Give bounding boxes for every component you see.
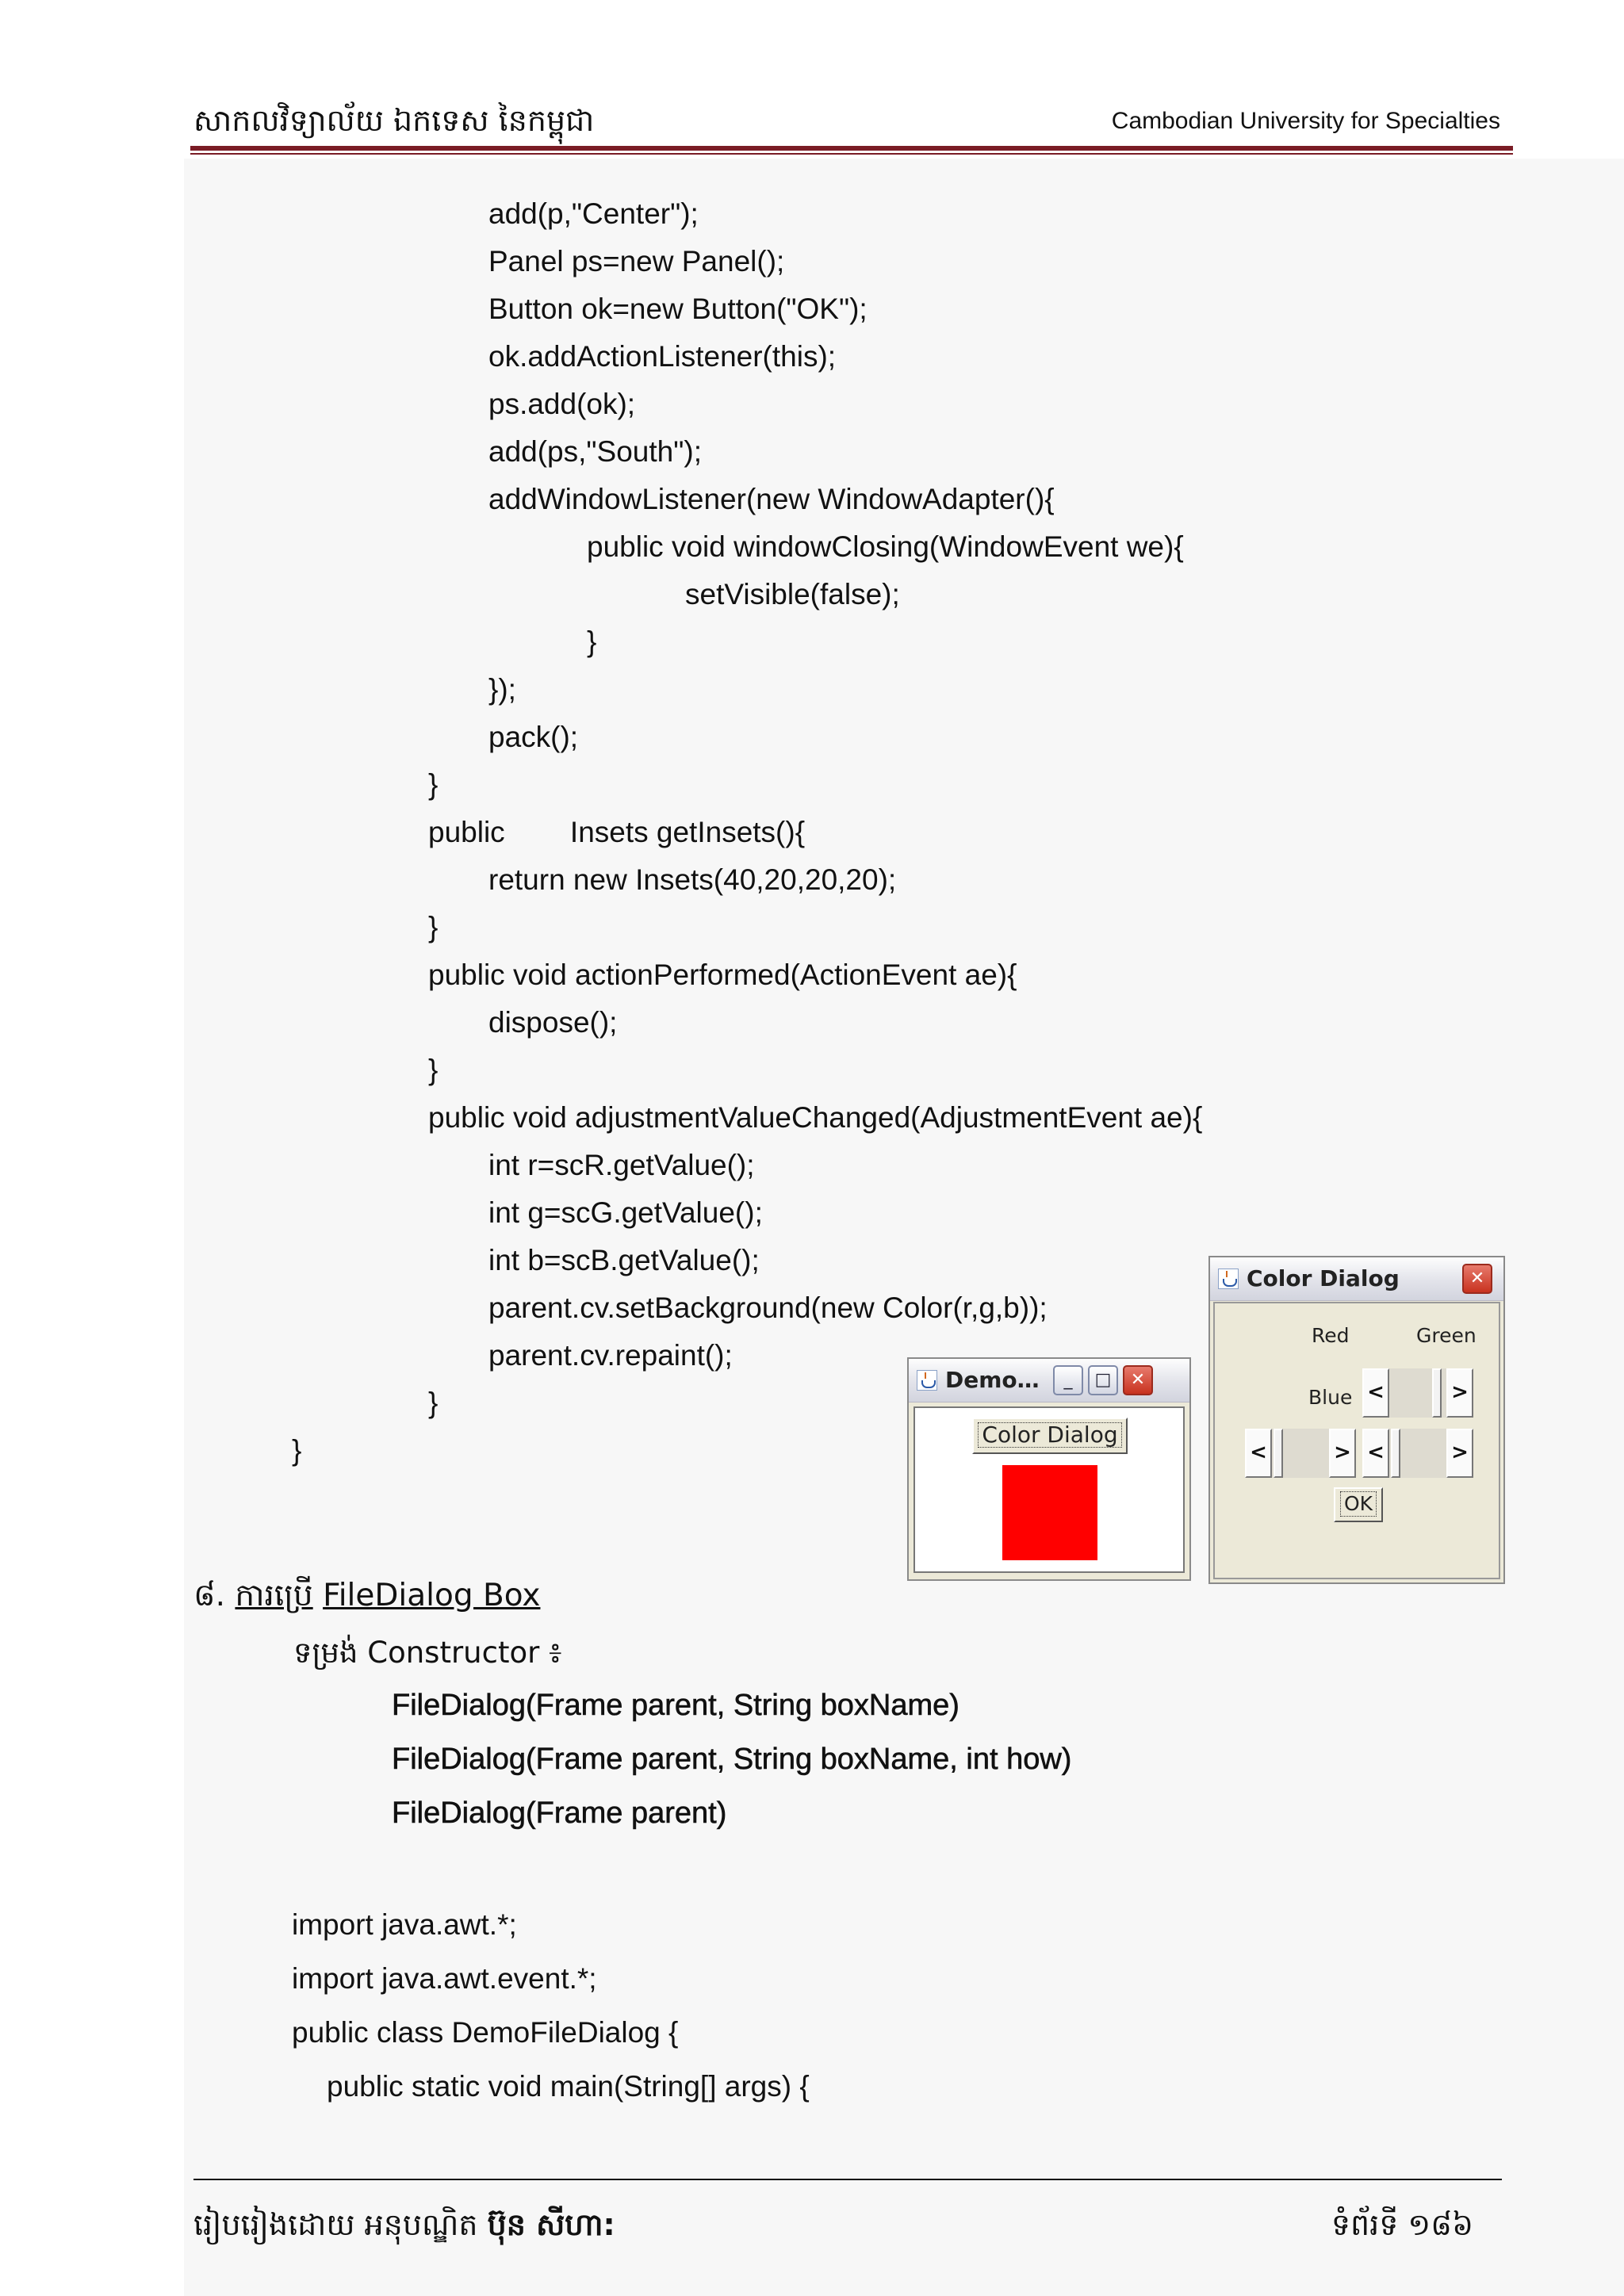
green-scrollbar[interactable] bbox=[1245, 1429, 1356, 1478]
color-swatch bbox=[1002, 1465, 1097, 1560]
blue-scrollbar-thumb[interactable] bbox=[1391, 1429, 1400, 1478]
code-line: public Insets getInsets(){ bbox=[428, 816, 806, 848]
header-divider bbox=[190, 146, 1513, 151]
code-line: import java.awt.*; bbox=[292, 1908, 517, 1941]
code-line: ps.add(ok); bbox=[488, 388, 636, 420]
red-scrollbar[interactable] bbox=[1362, 1368, 1473, 1418]
code-line: public void adjustmentValueChanged(AdjustmentEvent ae){ bbox=[428, 1101, 1203, 1134]
code-line: } bbox=[428, 1054, 439, 1086]
color-dialog-button-label: Color Dialog bbox=[978, 1422, 1121, 1448]
code-line: int b=scB.getValue(); bbox=[488, 1244, 760, 1276]
code-line: parent.cv.setBackground(new Color(r,g,b)); bbox=[488, 1292, 1048, 1324]
code-line: parent.cv.repaint(); bbox=[488, 1339, 733, 1372]
footer-prepared-by: រៀបរៀងដោយ អនុបណ្ឌិត bbox=[193, 2207, 478, 2242]
code-line: pack(); bbox=[488, 721, 579, 753]
chevron-right-icon[interactable]: > bbox=[1329, 1429, 1356, 1478]
code-line: int r=scR.getValue(); bbox=[488, 1149, 755, 1181]
java-icon bbox=[917, 1370, 937, 1391]
code-line: add(p,"Center"); bbox=[488, 197, 699, 230]
label-red: Red bbox=[1312, 1324, 1350, 1347]
demo-window bbox=[907, 1357, 1191, 1581]
code-line: add(ps,"South"); bbox=[488, 435, 702, 468]
color-dialog-client bbox=[1213, 1302, 1500, 1579]
section-heading bbox=[193, 1576, 540, 1621]
maximize-button[interactable]: □ bbox=[1088, 1365, 1118, 1395]
code-line: public static void main(String[] args) { bbox=[327, 2070, 810, 2103]
close-button[interactable]: ✕ bbox=[1123, 1365, 1153, 1395]
section-number: ៨. bbox=[193, 1578, 226, 1613]
chevron-right-icon[interactable]: > bbox=[1446, 1368, 1473, 1418]
code-line: setVisible(false); bbox=[685, 578, 900, 610]
code-line: } bbox=[428, 768, 439, 801]
green-scrollbar-thumb[interactable] bbox=[1274, 1429, 1283, 1478]
code-line: dispose(); bbox=[488, 1006, 618, 1039]
minimize-button[interactable]: _ bbox=[1053, 1365, 1083, 1395]
red-scrollbar-thumb[interactable] bbox=[1432, 1368, 1442, 1418]
label-blue: Blue bbox=[1308, 1386, 1353, 1409]
footer-author bbox=[193, 2206, 615, 2250]
header-divider-thin bbox=[190, 153, 1513, 155]
color-dialog-title: Color Dialog bbox=[1247, 1265, 1400, 1292]
constructor-signature: FileDialog(Frame parent, String boxName) bbox=[392, 1689, 959, 1722]
chevron-left-icon[interactable]: < bbox=[1362, 1368, 1389, 1418]
code-line: import java.awt.event.*; bbox=[292, 1962, 597, 1995]
chevron-left-icon[interactable]: < bbox=[1362, 1429, 1389, 1478]
label-green: Green bbox=[1416, 1324, 1477, 1347]
chevron-right-icon[interactable]: > bbox=[1446, 1429, 1473, 1478]
page-number: ទំព័រទី ១៨៦ bbox=[1331, 2207, 1473, 2242]
demo-window-titlebar[interactable] bbox=[909, 1359, 1189, 1402]
constructor-label: ទម្រង់ Constructor ៖ bbox=[293, 1636, 562, 1670]
blue-scrollbar[interactable] bbox=[1362, 1429, 1473, 1478]
header-institution-khmer: សាកលវិទ្យាល័យ ឯកទេស នៃកម្ពុជា bbox=[193, 103, 595, 138]
color-dialog-button[interactable] bbox=[972, 1418, 1128, 1454]
color-dialog-titlebar[interactable] bbox=[1210, 1257, 1503, 1301]
code-line: int g=scG.getValue(); bbox=[488, 1196, 763, 1229]
code-line: } bbox=[292, 1434, 302, 1467]
code-line: return new Insets(40,20,20,20); bbox=[488, 863, 897, 896]
code-line: } bbox=[428, 1387, 439, 1419]
constructor-signature: FileDialog(Frame parent, String boxName, int how) bbox=[392, 1743, 1072, 1776]
java-icon bbox=[1218, 1269, 1239, 1289]
code-line: public void actionPerformed(ActionEvent ae){ bbox=[428, 959, 1017, 991]
code-line: public class DemoFileDialog { bbox=[292, 2016, 679, 2049]
header-institution-english: Cambodian University for Specialties bbox=[1111, 108, 1500, 134]
close-button[interactable]: ✕ bbox=[1462, 1264, 1492, 1294]
section-title-english: FileDialog Box bbox=[323, 1578, 541, 1613]
code-line: }); bbox=[488, 673, 516, 706]
constructor-signature: FileDialog(Frame parent) bbox=[392, 1797, 727, 1830]
code-line: } bbox=[587, 626, 597, 658]
code-line: Panel ps=new Panel(); bbox=[488, 245, 785, 277]
code-line: Button ok=new Button("OK"); bbox=[488, 293, 868, 325]
code-line: } bbox=[428, 911, 439, 943]
section-title-khmer: ការប្រើ bbox=[235, 1578, 313, 1613]
code-line: ok.addActionListener(this); bbox=[488, 340, 837, 373]
ok-button-label: OK bbox=[1340, 1491, 1377, 1517]
ok-button[interactable] bbox=[1334, 1487, 1383, 1522]
footer-author-name: ប៊ុន សីហា: bbox=[487, 2207, 615, 2242]
chevron-left-icon[interactable]: < bbox=[1245, 1429, 1272, 1478]
footer-divider bbox=[193, 2179, 1502, 2180]
color-dialog-window bbox=[1208, 1256, 1505, 1584]
code-line: public void windowClosing(WindowEvent we){ bbox=[587, 530, 1184, 563]
code-line: addWindowListener(new WindowAdapter(){ bbox=[488, 483, 1055, 515]
demo-window-title: Demo… bbox=[945, 1367, 1040, 1393]
demo-window-client bbox=[914, 1406, 1185, 1573]
